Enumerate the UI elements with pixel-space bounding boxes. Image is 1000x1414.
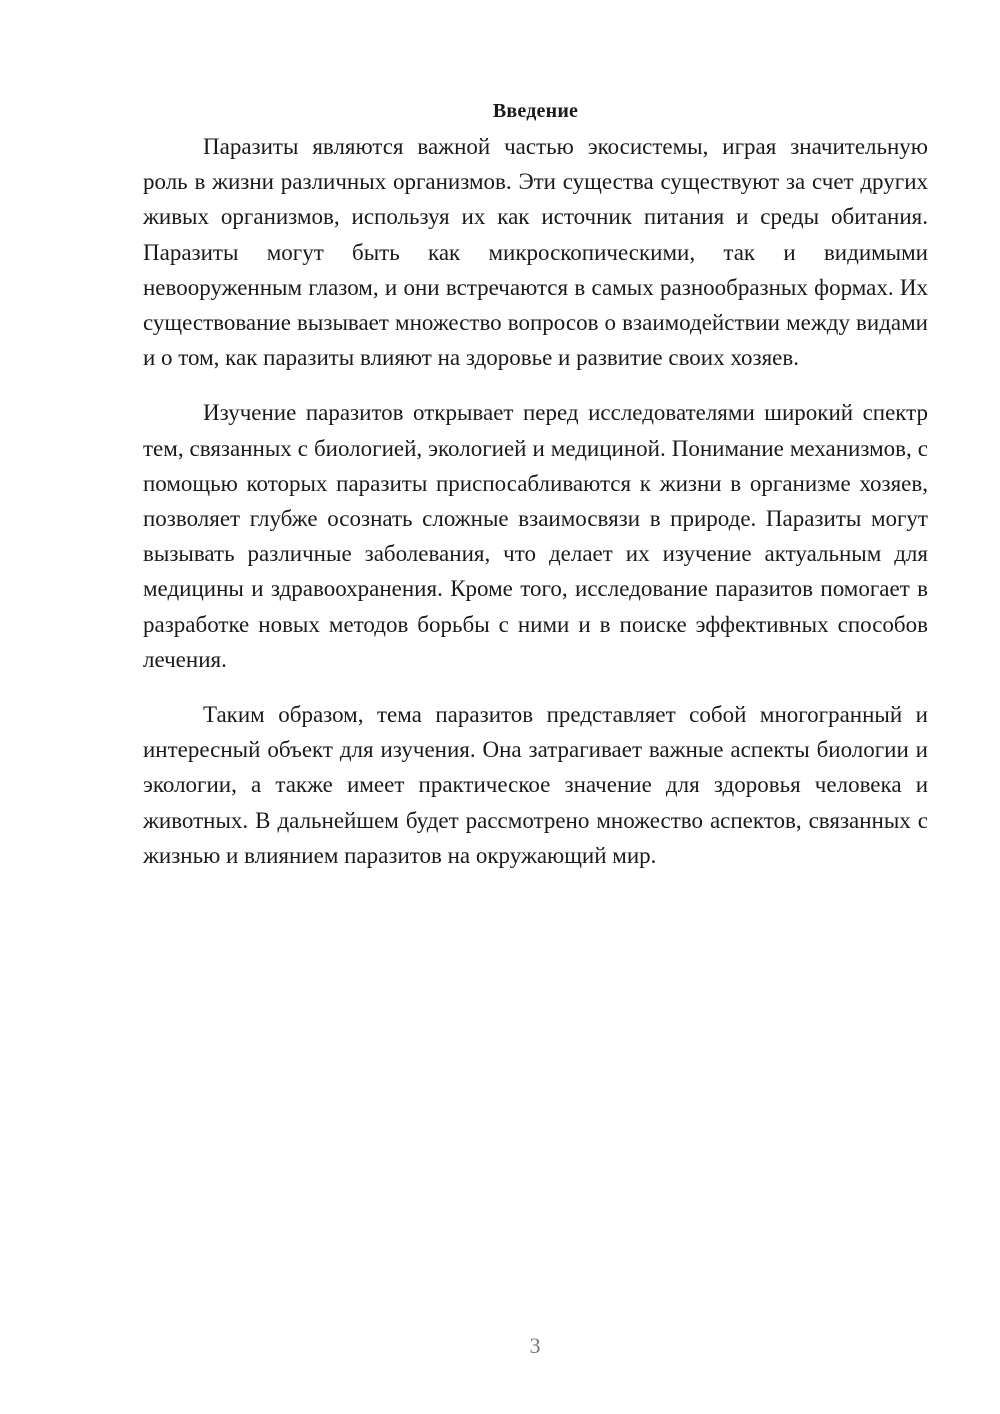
section-title: Введение: [492, 100, 579, 122]
paragraph-2: Изучение паразитов открывает перед исследователями широкий спектр тем, связанных с биологией, экологией и медициной. Понимание механизмов, с помощью которых паразиты приспосабливаются к жизни в организме хозяев, позволяет глубже осознать сложные взаимосвязи в природе. Паразиты могут вызывать различные заболевания, что делает их изучение актуальным для медицины и здравоохранения. Кроме того, исследование паразитов помогает в разработке новых методов борьбы с ними и в поиске эффективных способов лечения.: [143, 400, 928, 672]
paragraph-3: Таким образом, тема паразитов представляет собой многогранный и интересный объект для изучения. Она затрагивает важные аспекты биологии и экологии, а также имеет практическое значение для здоровья человека и животных. В дальнейшем будет рассмотрено множество аспектов, связанных с жизнью и влиянием паразитов на окружающий мир.: [143, 702, 928, 868]
page-number: 3: [529, 1333, 541, 1358]
paragraph-1: Паразиты являются важной частью экосистемы, играя значительную роль в жизни различных организмов. Эти существа существуют за счет других живых организмов, используя их как источник питания и среды обитания. Паразиты могут быть как микроскопическими, так и видимыми невооруженным глазом, и они встречаются в самых разнообразных формах. Их существование вызывает множество вопросов о взаимодействии между видами и о том, как паразиты влияют на здоровье и развитие своих хозяев.: [143, 134, 928, 371]
page-content: [143, 94, 928, 873]
